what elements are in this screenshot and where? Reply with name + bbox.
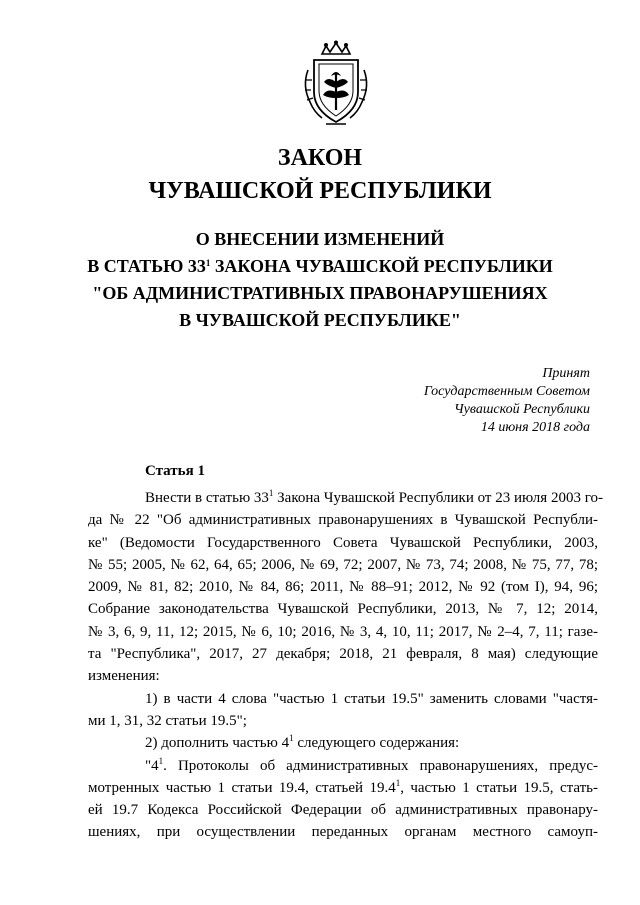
article-body bbox=[88, 487, 603, 844]
text-line: да № 22 "Об административных правонарушениях в Чувашской Республи- bbox=[88, 512, 598, 529]
text-line: "$4^1$. Протоколы об административных правонарушениях, предус- bbox=[145, 755, 598, 774]
coat-of-arms-icon bbox=[300, 40, 372, 128]
text-line: ке" (Ведомости Государственного Совета Чувашской Республики, 2003, bbox=[88, 534, 598, 551]
text-line: та "Республика", 2017, 27 декабря; 2018, 21 февраля, 8 мая) следующие bbox=[88, 646, 598, 663]
text-line: ей 19.7 Кодекса Российской Федерации об административных правонару- bbox=[88, 802, 598, 819]
text-line: 1) в части 4 слова "частью 1 статьи 19.5" заменить словами "частя- bbox=[145, 690, 598, 707]
text-line: 2009, № 81, 82; 2010, № 84, 86; 2011, № 88–91; 2012, № 92 (том I), 94, 96; bbox=[88, 579, 598, 596]
article-heading: Статья 1 bbox=[145, 463, 205, 479]
adoption-line: Чувашской Республики bbox=[454, 402, 590, 417]
text-line: № 3, 6, 9, 11, 12; 2015, № 6, 10; 2016, № 3, 4, 10, 11; 2017, № 2–4, 7, 11; газе- bbox=[88, 623, 598, 640]
law-name-line-4: В ЧУВАШСКОЙ РЕСПУБЛИКЕ" bbox=[179, 310, 461, 330]
adoption-line: Государственным Советом bbox=[423, 384, 590, 399]
law-name-line-3: "ОБ АДМИНИСТРАТИВНЫХ ПРАВОНАРУШЕНИЯХ bbox=[92, 283, 548, 303]
law-subtitle: ЧУВАШСКОЙ РЕСПУБЛИКИ bbox=[148, 178, 492, 204]
adoption-note bbox=[390, 365, 590, 437]
text-line: мотренных частью 1 статьи 19.4, статьей 19.4$^1$, частью 1 статьи 19.5, стать- bbox=[88, 777, 598, 796]
adoption-date: 14 июня 2018 года bbox=[480, 420, 590, 435]
adoption-line: Принят bbox=[542, 366, 590, 381]
law-name-line-1: О ВНЕСЕНИИ ИЗМЕНЕНИЙ bbox=[195, 229, 445, 249]
law-name-line-2: В СТАТЬЮ $33^1$ ЗАКОНА ЧУВАШСКОЙ РЕСПУБЛИКИ bbox=[87, 256, 553, 276]
law-name bbox=[60, 226, 580, 334]
text-line: Собрание законодательства Чувашской Республики, 2013, № 7, 12; 2014, bbox=[88, 601, 598, 618]
text-line: шениях, при осуществлении переданных органам местного самоуп- bbox=[88, 824, 598, 841]
text-line: ми 1, 31, 32 статьи 19.5"; bbox=[88, 712, 247, 729]
text-line: Внести в статью $33^1$ Закона Чувашской Республики от 23 июля 2003 го- bbox=[145, 488, 603, 506]
text-line: изменения: bbox=[88, 668, 160, 685]
text-line: № 55; 2005, № 62, 64, 65; 2006, № 69, 72; 2007, № 73, 74; 2008, № 75, 77, 78; bbox=[88, 556, 598, 573]
text-line: 2) дополнить частью $4^1$ следующего содержания: bbox=[145, 733, 460, 752]
law-title: ЗАКОН bbox=[277, 145, 363, 171]
